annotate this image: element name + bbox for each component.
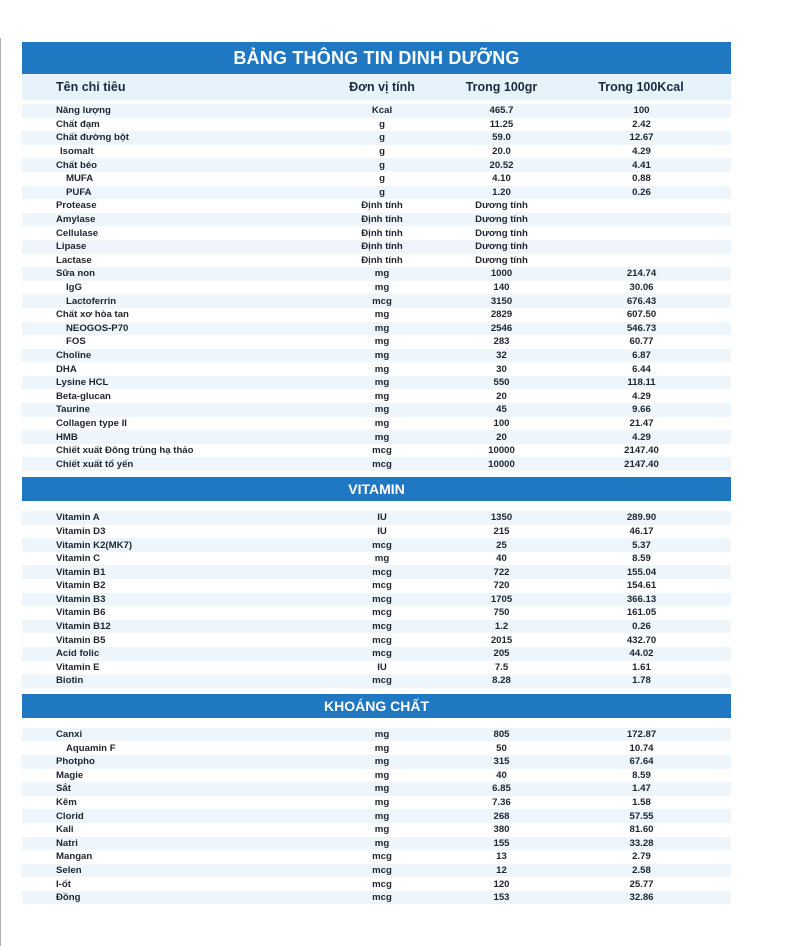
value-per-100kcal: 154.61 — [626, 580, 657, 592]
value-per-100kcal: 100 — [633, 105, 650, 117]
nutrient-name: FOS — [66, 336, 86, 348]
table-row — [22, 511, 731, 525]
nutrient-unit: g — [379, 118, 385, 130]
table-row — [22, 335, 731, 349]
nutrient-name: Acid folic — [56, 648, 100, 660]
value-per-100kcal: 12.67 — [629, 132, 654, 144]
table-row — [22, 281, 731, 295]
nutrient-name: Magie — [56, 769, 84, 781]
header-name: Tên chỉ tiêu — [56, 80, 126, 94]
nutrient-name: Vitamin E — [56, 661, 100, 673]
value-per-100kcal: 46.17 — [629, 525, 654, 537]
nutrient-name: Vitamin B5 — [56, 634, 106, 646]
table-row — [22, 294, 731, 308]
nutrient-unit: mg — [374, 810, 390, 822]
value-per-100g: Dương tính — [475, 254, 528, 266]
table-row — [22, 267, 731, 281]
value-per-100kcal: 676.43 — [626, 295, 657, 307]
nutrient-name: Canxi — [56, 729, 83, 741]
value-per-100g: 140 — [493, 282, 510, 294]
table-row — [22, 661, 731, 675]
table-row — [22, 349, 731, 363]
nutrient-name: Năng lượng — [56, 105, 111, 117]
nutrient-name: NEOGOS-P70 — [66, 322, 129, 334]
nutrient-name: Photpho — [56, 756, 95, 768]
nutrient-name: Chiết xuất tổ yến — [56, 458, 134, 470]
nutrient-unit: mcg — [372, 593, 392, 605]
table-row — [22, 525, 731, 539]
table-row — [22, 579, 731, 593]
nutrient-name: Vitamin B1 — [56, 566, 106, 578]
nutrition-table — [22, 42, 731, 904]
nutrient-unit: mcg — [372, 864, 392, 876]
nutrient-unit: mg — [374, 431, 390, 443]
section-spacer — [22, 718, 731, 728]
table-row — [22, 864, 731, 878]
value-per-100kcal: 289.90 — [626, 512, 657, 524]
nutrient-name: HMB — [56, 431, 78, 443]
value-per-100g: 750 — [493, 607, 510, 619]
value-per-100kcal: 1.61 — [632, 661, 651, 673]
table-row — [22, 226, 731, 240]
table-row — [22, 891, 731, 905]
value-per-100kcal: 44.02 — [629, 648, 654, 660]
value-per-100g: Dương tính — [475, 200, 528, 212]
value-per-100kcal: 4.41 — [632, 159, 651, 171]
nutrient-name: Chất đạm — [56, 118, 100, 130]
header-per-100kcal: Trong 100Kcal — [598, 80, 684, 94]
value-per-100kcal: 1.47 — [632, 783, 651, 795]
nutrient-unit: mg — [374, 729, 390, 741]
value-per-100kcal: 2147.40 — [624, 445, 659, 457]
table-row — [22, 674, 731, 688]
value-per-100g: 465.7 — [489, 105, 514, 117]
value-per-100kcal: 155.04 — [626, 566, 657, 578]
value-per-100kcal: 2.58 — [632, 864, 651, 876]
nutrient-unit: mg — [374, 837, 390, 849]
page-edge-rule — [0, 38, 1, 946]
value-per-100g: 2015 — [490, 634, 513, 646]
value-per-100kcal: 10.74 — [629, 742, 654, 754]
table-row — [22, 823, 731, 837]
table-row — [22, 104, 731, 118]
table-row — [22, 376, 731, 390]
nutrient-name: Chiết xuất Đông trùng hạ thảo — [56, 445, 194, 457]
table-row — [22, 769, 731, 783]
nutrient-unit: mg — [374, 377, 390, 389]
value-per-100g: 20.0 — [492, 146, 511, 158]
nutrient-unit: mcg — [372, 675, 392, 687]
nutrient-name: Aquamin F — [66, 742, 116, 754]
nutrient-name: Amylase — [56, 214, 96, 226]
nutrient-name: Vitamin A — [56, 512, 100, 524]
value-per-100g: 32 — [496, 349, 507, 361]
nutrient-unit: mg — [374, 742, 390, 754]
value-per-100g: 30 — [496, 363, 507, 375]
value-per-100kcal: 9.66 — [632, 404, 651, 416]
value-per-100kcal: 4.29 — [632, 431, 651, 443]
value-per-100g: 155 — [493, 837, 510, 849]
header-per-100g: Trong 100gr — [465, 80, 538, 94]
table-row — [22, 755, 731, 769]
table-row — [22, 565, 731, 579]
nutrient-name: Vitamin B3 — [56, 593, 106, 605]
nutrient-name: Vitamin C — [56, 553, 101, 565]
nutrient-name: Beta-glucan — [56, 390, 111, 402]
nutrient-name: I-ốt — [56, 878, 71, 890]
value-per-100kcal: 1.78 — [632, 675, 651, 687]
value-per-100kcal: 366.13 — [626, 593, 657, 605]
nutrient-name: Lysine HCL — [56, 377, 109, 389]
value-per-100kcal: 0.26 — [632, 621, 651, 633]
nutrient-name: Vitamin B12 — [56, 621, 111, 633]
nutrient-name: Mangan — [56, 851, 93, 863]
nutrient-name: Kali — [56, 824, 74, 836]
table-row — [22, 796, 731, 810]
value-per-100kcal: 6.44 — [632, 363, 651, 375]
nutrient-name: Choline — [56, 349, 92, 361]
value-per-100g: 2829 — [490, 309, 513, 321]
nutrient-name: Selen — [56, 864, 82, 876]
value-per-100kcal: 0.26 — [632, 186, 651, 198]
value-per-100g: Dương tính — [475, 241, 528, 253]
nutrient-unit: mg — [374, 797, 390, 809]
value-per-100kcal: 21.47 — [629, 417, 654, 429]
nutrient-unit: mcg — [372, 648, 392, 660]
value-per-100g: 13 — [496, 851, 507, 863]
table-row — [22, 809, 731, 823]
value-per-100kcal: 33.28 — [629, 837, 654, 849]
nutrient-name: Vitamin K2(MK7) — [56, 539, 133, 551]
nutrient-name: Lactase — [56, 254, 92, 266]
value-per-100kcal: 4.29 — [632, 390, 651, 402]
value-per-100kcal: 1.58 — [632, 797, 651, 809]
value-per-100kcal: 30.06 — [629, 282, 654, 294]
nutrient-unit: mcg — [372, 539, 392, 551]
nutrient-name: Cellulase — [56, 227, 99, 239]
table-row — [22, 186, 731, 200]
value-per-100g: 283 — [493, 336, 510, 348]
value-per-100g: 10000 — [488, 458, 515, 470]
value-per-100g: 1350 — [490, 512, 513, 524]
value-per-100g: 380 — [493, 824, 510, 836]
nutrient-name: Natri — [56, 837, 78, 849]
value-per-100g: 4.10 — [492, 173, 511, 185]
nutrient-unit: Định tính — [361, 254, 403, 266]
nutrient-unit: mcg — [372, 892, 392, 904]
nutrient-unit: Định tính — [361, 214, 403, 226]
nutrient-unit: mcg — [372, 634, 392, 646]
nutrient-unit: mcg — [372, 458, 392, 470]
nutrient-unit: mg — [374, 268, 390, 280]
header-unit: Đơn vị tính — [349, 80, 415, 94]
value-per-100g: 20.52 — [489, 159, 514, 171]
value-per-100g: 40 — [496, 553, 507, 565]
value-per-100g: 3150 — [490, 295, 513, 307]
table-row — [22, 538, 731, 552]
nutrient-name: Chất xơ hòa tan — [56, 309, 129, 321]
value-per-100kcal: 8.59 — [632, 553, 651, 565]
value-per-100g: 6.85 — [492, 783, 511, 795]
value-per-100kcal: 432.70 — [626, 634, 657, 646]
nutrient-name: DHA — [56, 363, 77, 375]
value-per-100kcal: 81.60 — [629, 824, 654, 836]
table-row — [22, 782, 731, 796]
value-per-100kcal: 2147.40 — [624, 458, 659, 470]
value-per-100kcal: 161.05 — [626, 607, 657, 619]
value-per-100kcal: 172.87 — [626, 729, 657, 741]
value-per-100g: 40 — [496, 769, 507, 781]
table-title: BẢNG THÔNG TIN DINH DƯỠNG — [22, 42, 731, 74]
table-row — [22, 430, 731, 444]
value-per-100g: Dương tính — [475, 227, 528, 239]
value-per-100kcal: 118.11 — [627, 377, 656, 389]
value-per-100g: 7.5 — [494, 661, 509, 673]
nutrient-name: Isomalt — [60, 146, 94, 158]
table-row — [22, 741, 731, 755]
nutrient-unit: mcg — [372, 607, 392, 619]
table-row — [22, 552, 731, 566]
value-per-100g: 12 — [496, 864, 507, 876]
nutrient-name: Sữa non — [56, 268, 95, 280]
nutrient-name: Đồng — [56, 892, 81, 904]
value-per-100g: 7.36 — [492, 797, 511, 809]
nutrient-unit: mg — [374, 282, 390, 294]
table-row — [22, 877, 731, 891]
nutrient-unit: mg — [374, 404, 390, 416]
table-row — [22, 444, 731, 458]
value-per-100g: 50 — [496, 742, 507, 754]
nutrient-unit: mcg — [372, 295, 392, 307]
value-per-100kcal: 2.42 — [632, 118, 651, 130]
value-per-100kcal: 5.37 — [632, 539, 651, 551]
column-header-row — [22, 74, 731, 100]
value-per-100kcal: 4.29 — [632, 146, 651, 158]
table-row — [22, 254, 731, 268]
nutrient-unit: mg — [374, 390, 390, 402]
table-row — [22, 728, 731, 742]
value-per-100g: 20 — [496, 431, 507, 443]
value-per-100kcal: 214.74 — [626, 268, 657, 280]
value-per-100g: 10000 — [488, 445, 515, 457]
nutrient-unit: g — [379, 173, 385, 185]
value-per-100g: 1705 — [490, 593, 513, 605]
nutrient-unit: mg — [374, 363, 390, 375]
nutrient-name: Vitamin B2 — [56, 580, 106, 592]
table-row — [22, 403, 731, 417]
value-per-100kcal: 6.87 — [632, 349, 651, 361]
nutrient-unit: mcg — [372, 445, 392, 457]
value-per-100kcal: 0.88 — [632, 173, 651, 185]
value-per-100g: 11.25 — [489, 118, 514, 130]
nutrient-unit: mcg — [372, 851, 392, 863]
nutrient-unit: mcg — [372, 566, 392, 578]
value-per-100kcal: 32.86 — [629, 892, 654, 904]
value-per-100g: 805 — [493, 729, 510, 741]
nutrient-name: Lactoferrin — [66, 295, 117, 307]
nutrient-unit: g — [379, 159, 385, 171]
nutrient-unit: mcg — [372, 580, 392, 592]
nutrient-name: Chất béo — [56, 159, 98, 171]
value-per-100g: 2546 — [490, 322, 513, 334]
nutrient-name: Sắt — [56, 783, 71, 795]
nutrient-unit: g — [379, 186, 385, 198]
value-per-100g: 120 — [493, 878, 510, 890]
nutrient-name: PUFA — [66, 186, 92, 198]
value-per-100kcal: 60.77 — [629, 336, 654, 348]
value-per-100g: 25 — [496, 539, 507, 551]
value-per-100kcal: 8.59 — [632, 769, 651, 781]
nutrient-unit: Định tính — [361, 200, 403, 212]
section-spacer — [22, 501, 731, 511]
nutrient-name: Taurine — [56, 404, 90, 416]
value-per-100g: 1000 — [490, 268, 513, 280]
value-per-100g: 215 — [493, 525, 510, 537]
table-row — [22, 199, 731, 213]
nutrient-unit: Định tính — [361, 241, 403, 253]
value-per-100g: 268 — [493, 810, 510, 822]
table-row — [22, 606, 731, 620]
nutrient-name: MUFA — [66, 173, 94, 185]
value-per-100g: 722 — [493, 566, 510, 578]
nutrient-unit: g — [379, 132, 385, 144]
nutrient-name: Biotin — [56, 675, 84, 687]
value-per-100kcal: 2.79 — [632, 851, 651, 863]
nutrient-unit: IU — [377, 512, 387, 524]
table-row — [22, 457, 731, 471]
value-per-100g: 100 — [493, 417, 510, 429]
table-row — [22, 213, 731, 227]
value-per-100kcal: 57.55 — [629, 810, 654, 822]
section-title: KHOÁNG CHẤT — [22, 694, 731, 718]
table-row — [22, 620, 731, 634]
table-row — [22, 593, 731, 607]
nutrient-unit: mg — [374, 824, 390, 836]
nutrient-unit: IU — [377, 661, 387, 673]
nutrient-name: Lipase — [56, 241, 87, 253]
nutrient-unit: mg — [374, 349, 390, 361]
table-row — [22, 850, 731, 864]
table-row — [22, 322, 731, 336]
nutrient-name: Clorid — [56, 810, 84, 822]
table-row — [22, 172, 731, 186]
value-per-100g: 720 — [493, 580, 510, 592]
value-per-100g: 20 — [496, 390, 507, 402]
value-per-100g: 205 — [493, 648, 510, 660]
value-per-100g: 550 — [493, 377, 510, 389]
nutrient-name: Chất đường bột — [56, 132, 129, 144]
value-per-100kcal: 25.77 — [629, 878, 654, 890]
nutrient-unit: mg — [374, 309, 390, 321]
table-row — [22, 633, 731, 647]
table-row — [22, 389, 731, 403]
table-row — [22, 308, 731, 322]
value-per-100kcal: 607.50 — [626, 309, 657, 321]
value-per-100g: 59.0 — [492, 132, 511, 144]
value-per-100g: 1.20 — [492, 186, 511, 198]
table-row — [22, 240, 731, 254]
nutrient-name: Vitamin B6 — [56, 607, 106, 619]
nutrient-unit: mg — [374, 756, 390, 768]
nutrient-unit: mg — [374, 322, 390, 334]
value-per-100g: 1.2 — [494, 621, 509, 633]
table-row — [22, 158, 731, 172]
value-per-100g: 315 — [493, 756, 510, 768]
nutrient-name: Collagen type II — [56, 417, 127, 429]
nutrient-unit: g — [379, 146, 385, 158]
nutrient-unit: Định tính — [361, 227, 403, 239]
table-row — [22, 145, 731, 159]
table-row — [22, 131, 731, 145]
nutrient-unit: mg — [374, 336, 390, 348]
table-row — [22, 837, 731, 851]
value-per-100g: 8.28 — [492, 675, 511, 687]
table-row — [22, 647, 731, 661]
value-per-100g: 45 — [496, 404, 507, 416]
nutrient-unit: mg — [374, 417, 390, 429]
value-per-100kcal: 67.64 — [629, 756, 654, 768]
nutrient-name: Protease — [56, 200, 97, 212]
nutrient-name: Vitamin D3 — [56, 525, 106, 537]
table-row — [22, 362, 731, 376]
nutrient-unit: mg — [374, 783, 390, 795]
table-body — [22, 100, 731, 904]
table-row — [22, 118, 731, 132]
nutrient-name: IgG — [66, 282, 82, 294]
value-per-100g: Dương tính — [475, 214, 528, 226]
nutrient-unit: Kcal — [371, 105, 393, 117]
table-row — [22, 417, 731, 431]
nutrient-unit: mcg — [372, 878, 392, 890]
value-per-100g: 153 — [493, 892, 510, 904]
nutrient-unit: mcg — [372, 621, 392, 633]
nutrient-unit: IU — [377, 525, 387, 537]
nutrient-unit: mg — [374, 553, 390, 565]
section-title: VITAMIN — [22, 477, 731, 501]
nutrient-name: Kẽm — [56, 797, 77, 809]
value-per-100kcal: 546.73 — [626, 322, 657, 334]
nutrient-unit: mg — [374, 769, 390, 781]
